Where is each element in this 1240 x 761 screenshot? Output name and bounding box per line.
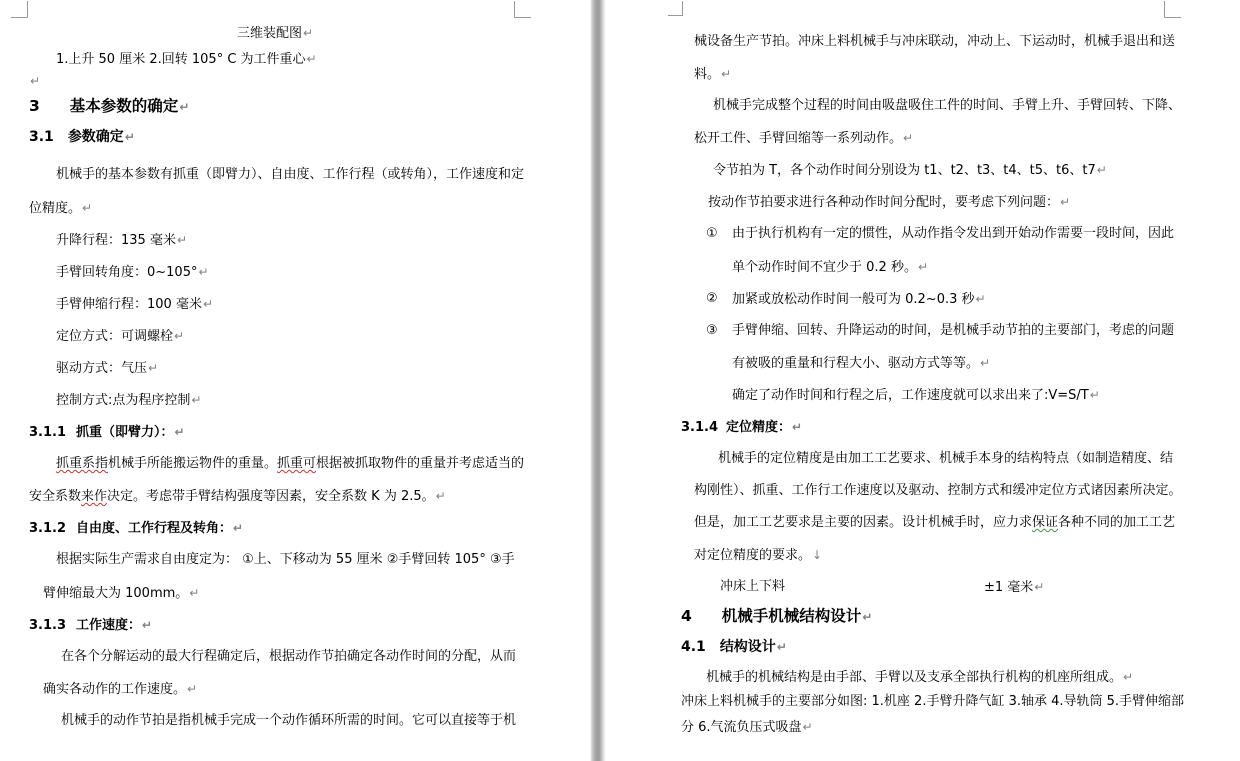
paragraph-speed-line1: 在各个分解运动的最大行程确定后，根据动作节拍确定各动作时间的分配，从而 [61,649,517,664]
paragraph-precision-line2: 构刚性）、抓重、工作行工作速度以及驱动、控制方式和缓冲定位方式诸因素所决定。 [694,483,1182,498]
heading-section-3-1: 3.1 参数确定↵ [29,129,135,145]
heading-section-3-1-3: 3.1.3 工作速度：↵ [29,618,153,633]
paragraph-payload-line2: 安全系数来作决定。考虑带手臂结构强度等因素，安全系数 K 为 2.5。↵ [29,489,446,504]
param-lift-stroke: 升降行程：135 毫米↵ [56,233,188,248]
heading-section-4-1: 4.1 结构设计↵ [681,639,787,655]
crop-mark-top-left [11,1,28,18]
paragraph-precision-line1: 机械手的定位精度是由加工工艺要求、机械手本身的结构特点（如制造精度、结 [718,451,1174,466]
paragraph-considerations: 按动作节拍要求进行各种动作时间分配时，要考虑下列问题：↵ [708,195,1071,210]
paragraph-precision-line3: 但是，加工工艺要求是主要的因素。设计机械手时，应力求保证各种不同的加工工艺 [694,515,1176,530]
crop-mark-top-left [668,1,683,16]
crop-mark-top-right [1164,1,1181,18]
crop-mark-top-right [514,1,531,18]
param-arm-extension: 手臂伸缩行程：100 毫米↵ [56,297,214,312]
page-separator [590,0,606,761]
heading-section-3: 3 基本参数的确定↵ [29,97,190,115]
list-item-3-line2: 有被吸的重量和行程大小、驱动方式等等。↵ [732,356,991,371]
document-page-right [606,0,1240,761]
heading-section-3-1-4: 3.1.4 定位精度：↵ [681,420,803,435]
list-item-2-line1: 加紧或放松动作时间一般可为 0.2~0.3 秒↵ [732,292,986,307]
paragraph-dof-line2: 臂伸缩最大为 100mm。↵ [43,586,200,601]
paragraph-main-parts-line2: 分 6.气流负压式吸盘↵ [681,720,813,735]
figure-caption-note: 1.上升 50 厘米 2.回转 105° C 为工件重心↵ [56,52,317,67]
paragraph-precision-line4: 对定位精度的要求。↓ [694,548,823,563]
paragraph-main-parts-line1: 冲床上料机械手的主要部分如图: 1.机座 2.手臂升降气缸 3.轴承 4.导轨筒 5.手臂伸缩部 [681,694,1185,709]
paragraph-speed-line2: 确实各动作的工作速度。↵ [43,682,198,697]
param-control: 控制方式:点为程序控制↵ [56,393,202,408]
paragraph-process-line1: 机械手完成整个过程的时间由吸盘吸住工件的时间、手臂上升、手臂回转、下降、 [713,98,1182,113]
heading-section-3-1-1: 3.1.1 抓重（即臂力）：↵ [29,425,185,440]
param-arm-rotation: 手臂回转角度：0~105°↵ [56,265,209,280]
param-positioning: 定位方式：可调螺栓↵ [56,329,185,344]
empty-paragraph: ↵ [30,74,41,88]
paragraph-dof-line1: 根据实际生产需求自由度定为： ①上、下移动为 55 厘米 ②手臂回转 105° ③手 [56,552,515,567]
paragraph-basic-params-line2: 位精度。↵ [29,201,93,216]
list-item-3-line1: 手臂伸缩、回转、升降运动的时间，是机械手动节拍的主要部门，考虑的问题 [732,323,1175,338]
list-item-3-marker: ③ [706,323,718,338]
precision-table-label: 冲床上下料 [720,579,786,594]
figure-caption: 三维装配图↵ [237,26,314,41]
precision-table-value: ±1 毫米↵ [984,580,1045,595]
paragraph-structure: 机械手的机械结构是由手部、手臂以及支承全部执行机构的机座所组成。↵ [706,670,1134,685]
paragraph-cycle-line2: 械设备生产节拍。冲床上料机械手与冲床联动，冲动上、下运动时，机械手退出和送 [694,34,1176,49]
param-drive: 驱动方式：气压↵ [56,361,159,376]
document-page-left [0,0,590,761]
paragraph-cycle-line3: 料。↵ [694,67,732,82]
list-item-2-marker: ② [706,291,718,306]
heading-section-4: 4 机械手机械结构设计↵ [681,607,873,625]
list-item-1-marker: ① [706,226,718,241]
paragraph-payload-line1: 抓重系指机械手所能搬运物件的重量。抓重可根据被抓取物件的重量并考虑适当的 [56,456,525,471]
paragraph-speed-formula: 确定了动作时间和行程之后，工作速度就可以求出来了:V=S/T↵ [732,388,1100,403]
paragraph-basic-params-line1: 机械手的基本参数有抓重（即臂力）、自由度、工作行程（或转角），工作速度和定 [56,167,525,182]
list-item-1-line2: 单个动作时间不宜少于 0.2 秒。↵ [732,260,929,275]
list-item-1-line1: 由于执行机构有一定的惯性，从动作指令发出到开始动作需要一段时间，因此 [732,226,1175,241]
heading-section-3-1-2: 3.1.2 自由度、工作行程及转角：↵ [29,521,244,536]
paragraph-cycle-line1: 机械手的动作节拍是指机械手完成一个动作循环所需的时间。它可以直接等于机 [61,713,517,728]
paragraph-process-line2: 松开工件、手臂回缩等一系列动作。↵ [694,131,914,146]
paragraph-beat: 令节拍为 T，各个动作时间分别设为 t1、t2、t3、t4、t5、t6、t7↵ [713,163,1107,178]
